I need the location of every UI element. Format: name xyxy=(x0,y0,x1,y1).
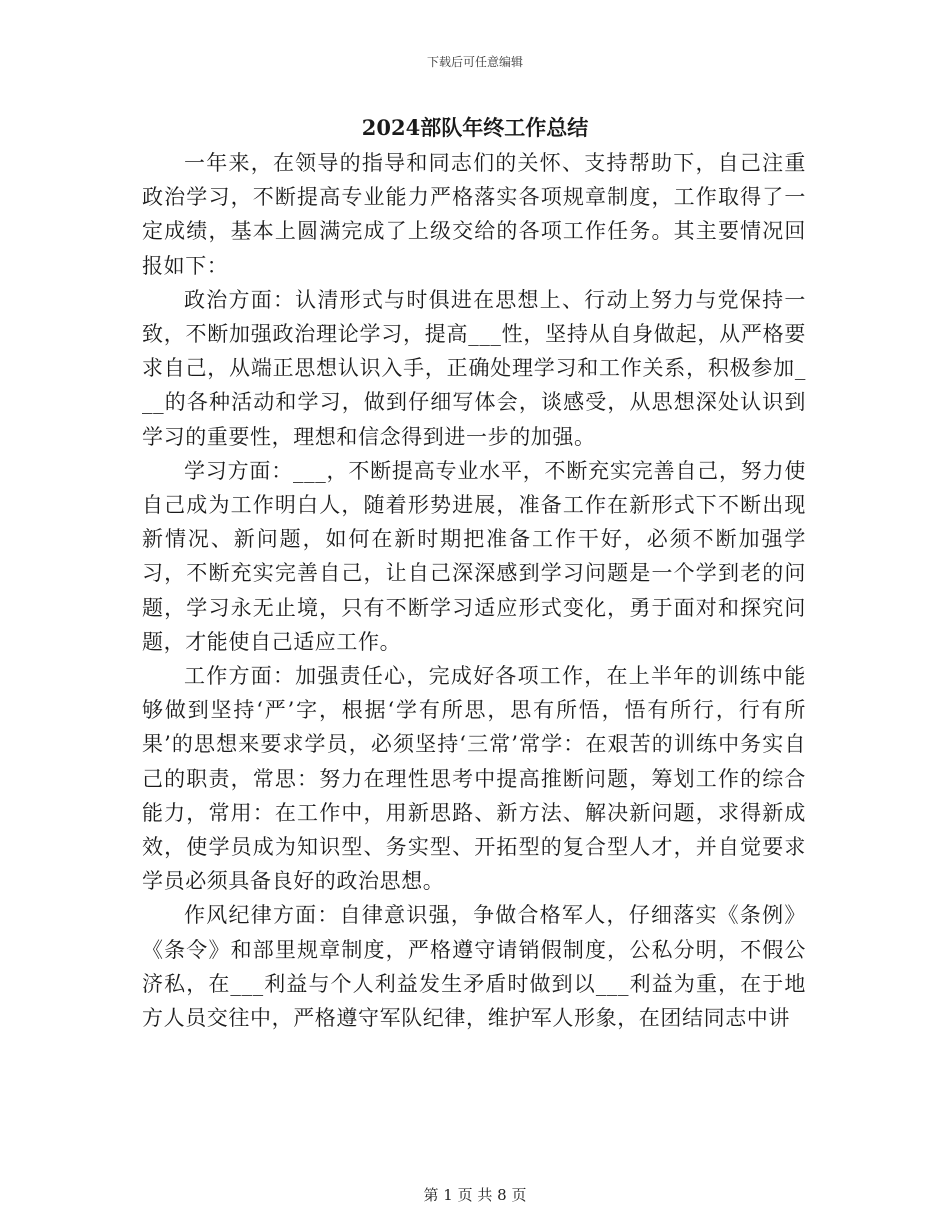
header-note: 下载后可任意编辑 xyxy=(426,55,523,69)
document-body xyxy=(142,146,806,1035)
document-title: 2024部队年终工作总结 xyxy=(361,115,589,140)
paragraph-study: 学习方面：___，不断提高专业水平，不断充实完善自己，努力使自己成为工作明白人，随着形势进展，准备工作在新形式下不断出现新情况、新问题，如何在新时期把准备工作干好，必须不断加强学习，不断充实完善自己，让自己深深感到学习问题是一个学到老的问题，学习永无止境，只有不断学习适应形式变化，勇于面对和探究问题，才能使自己适应工作。 xyxy=(142,458,806,654)
paragraph-discipline: 作风纪律方面：自律意识强，争做合格军人，仔细落实《条例》《条令》和部里规章制度，严格遵守请销假制度，公私分明，不假公济私，在___利益与个人利益发生矛盾时做到以___利益为重，在于地方人员交往中，严格遵守军队纪律，维护军人形象，在团结同志中讲 xyxy=(142,903,806,1031)
paragraph-politics: 政治方面：认清形式与时俱进在思想上、行动上努力与党保持一致，不断加强政治理论学习，提高___性，坚持从自身做起，从严格要求自己，从端正思想认识入手，正确处理学习和工作关系，积极参加___的各种活动和学习，做到仔细写体会，谈感受，从思想深处认识到学习的重要性，理想和信念得到进一步的加强。 xyxy=(142,287,806,449)
paragraph-work: 工作方面：加强责任心，完成好各项工作，在上半年的训练中能够做到坚持‘严’字，根据‘学有所思，思有所悟，悟有所行，行有所果’的思想来要求学员，必须坚持‘三常’常学：在艰苦的训练中务实自己的职责，常思：努力在理性思考中提高推断问题，筹划工作的综合能力，常用：在工作中，用新思路、新方法、解决新问题，求得新成效，使学员成为知识型、务实型、开拓型的复合型人才，并自觉要求学员必须具备良好的政治思想。 xyxy=(142,664,806,894)
page-number: 第 1 页 共 8 页 xyxy=(423,1186,527,1204)
paragraph-intro: 一年来，在领导的指导和同志们的关怀、支持帮助下，自己注重政治学习，不断提高专业能力严格落实各项规章制度，工作取得了一定成绩，基本上圆满完成了上级交给的各项工作任务。其主要情况回报如下： xyxy=(142,151,806,278)
